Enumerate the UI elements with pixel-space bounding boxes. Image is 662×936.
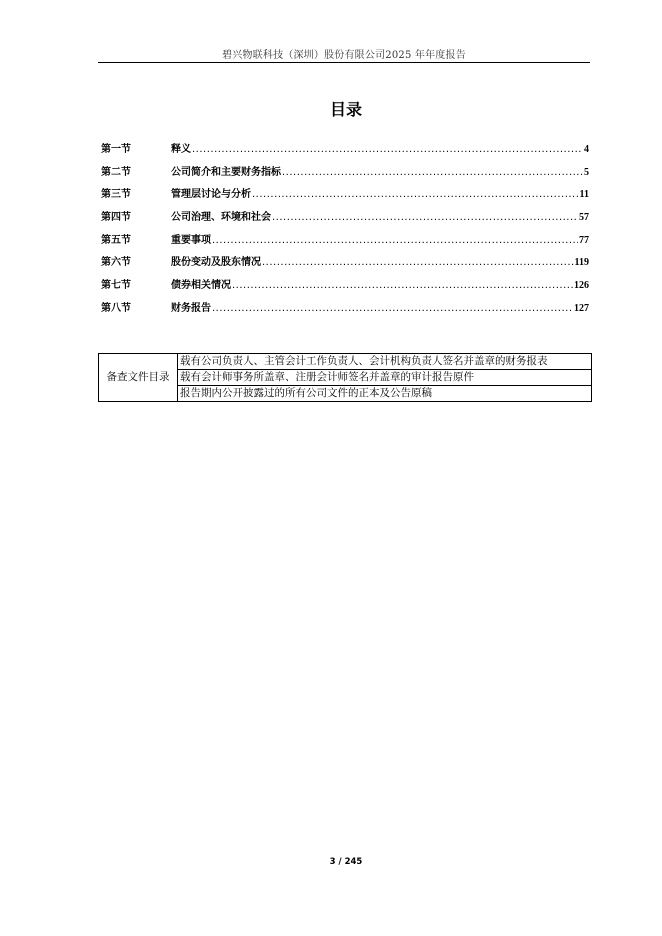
reference-file-item: 报告期内公开披露过的所有公司文件的正本及公告原稿 [178, 386, 592, 402]
toc-entry[interactable] [101, 140, 589, 163]
page-indicator: 3 / 245 [329, 857, 363, 867]
toc-leader-dots [232, 280, 573, 291]
header-rule [98, 62, 590, 63]
toc-page-number: 127 [574, 302, 589, 314]
toc-entry[interactable] [101, 231, 589, 254]
toc-leader-dots [212, 303, 573, 314]
toc-section-number: 第二节 [101, 166, 131, 178]
reference-files-table [98, 353, 592, 402]
toc-page-number: 11 [579, 189, 589, 201]
toc-title: 目录 [329, 100, 362, 119]
toc-section-number: 第五节 [101, 234, 131, 246]
toc-section-title: 公司简介和主要财务指标 [171, 166, 281, 178]
toc-leader-dots [262, 257, 574, 268]
toc-leader-dots [272, 212, 578, 223]
reference-file-item: 载有会计师事务所盖章、注册会计师签名并盖章的审计报告原件 [178, 370, 592, 386]
toc-leader-dots [252, 189, 579, 200]
reference-file-item: 载有公司负责人、主管会计工作负责人、会计机构负责人签名并盖章的财务报表 [178, 354, 592, 370]
table-row [99, 354, 592, 370]
toc-entry[interactable] [101, 185, 589, 208]
toc-section-number: 第三节 [101, 189, 131, 201]
running-header: 碧兴物联科技（深圳）股份有限公司2025 年年度报告 [222, 50, 466, 61]
toc-page-number: 4 [584, 144, 589, 155]
toc-page-number: 57 [579, 212, 589, 224]
toc-leader-dots [212, 235, 578, 246]
toc-section-title: 重要事项 [171, 234, 211, 246]
toc-entry[interactable] [101, 253, 589, 276]
toc-section-title: 股份变动及股东情况 [171, 257, 261, 269]
toc-entry[interactable] [101, 163, 589, 186]
toc-section-title: 债券相关情况 [171, 280, 231, 292]
reference-files-heading: 备查文件目录 [99, 354, 178, 402]
toc-section-number: 第六节 [101, 257, 131, 269]
toc-entry[interactable] [101, 208, 589, 231]
toc-section-number: 第八节 [101, 302, 131, 314]
toc-leader-dots [282, 167, 583, 178]
toc-page-number: 119 [574, 257, 589, 269]
toc-entry[interactable] [101, 276, 589, 299]
table-of-contents [101, 140, 589, 322]
toc-page-number: 5 [584, 166, 589, 178]
toc-section-title: 管理层讨论与分析 [171, 189, 251, 201]
toc-section-number: 第一节 [101, 144, 131, 155]
toc-page-number: 77 [579, 234, 589, 246]
toc-section-title: 释义 [171, 144, 191, 155]
toc-leader-dots [192, 144, 583, 155]
toc-section-title: 财务报告 [171, 302, 211, 314]
toc-page-number: 126 [574, 280, 589, 292]
toc-section-title: 公司治理、环境和社会 [171, 212, 271, 224]
toc-section-number: 第四节 [101, 212, 131, 224]
toc-section-number: 第七节 [101, 280, 131, 292]
toc-entry[interactable] [101, 299, 589, 322]
